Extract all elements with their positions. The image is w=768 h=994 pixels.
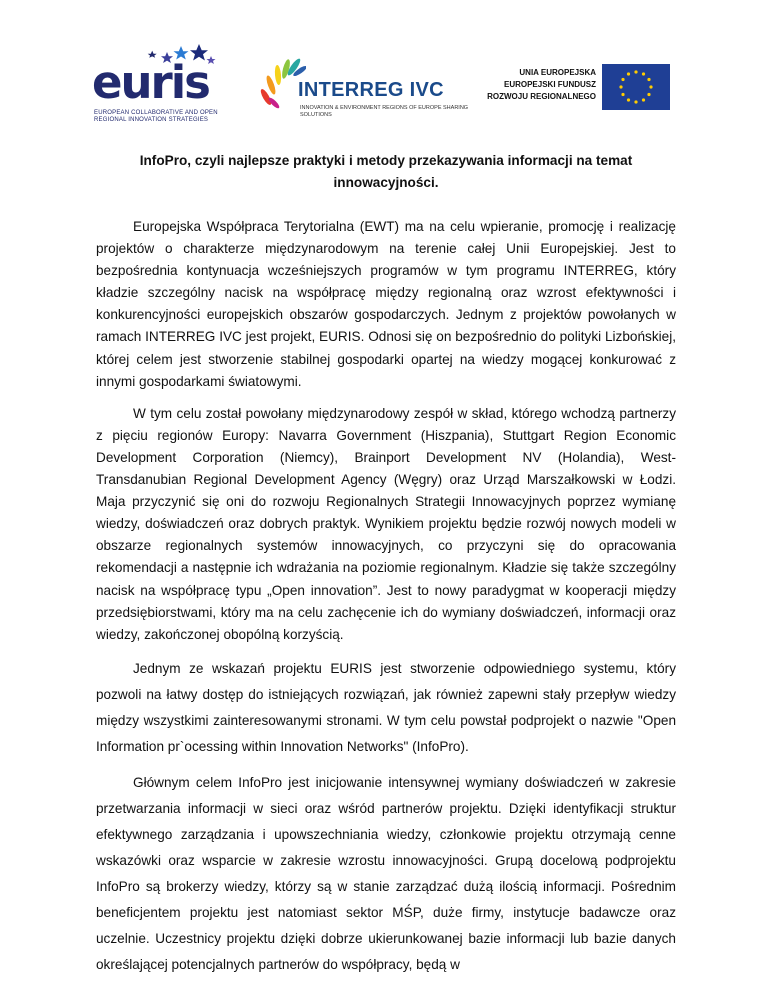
eu-flag-star <box>642 98 645 101</box>
eu-flag-star <box>621 93 624 96</box>
eu-flag-star <box>642 72 645 75</box>
interreg-subtitle: INNOVATION & ENVIRONMENT REGIONS OF EUROPE SHARING SOLUTIONS <box>300 105 469 118</box>
eu-flag-star <box>647 78 650 81</box>
logo-header <box>0 38 768 133</box>
paragraph-4: Głównym celem InfoPro jest inicjowanie intensywnej wymiany doświadczeń w zakresie przetwarzania informacji w sieci oraz wśród partnerów projektu. Dzięki identyfikacji struktur efektywnego zarządzania i upowszechniania wiedzy, członkowie projektu otrzymają cenne wskazówki oraz wsparcie w zakresie wzrostu innowacyjności. Grupą docelową podprojektu InfoPro są brokerzy wiedzy, którzy są w stanie zarządzać dużą ilością informacji. Pośrednim beneficjentem projektu jest natomiast sektor MŚP, duże firmy, instytucje badawcze oraz uczelnie. Uczestnicy projektu dzięki dobrze ukierunkowanej bazie informacji lub bazie danych określającej potencjalnych partnerów do współpracy, będą w <box>96 774 676 972</box>
eu-flag-star <box>627 72 630 75</box>
euris-logo <box>92 44 227 129</box>
eu-flag-icon <box>602 64 670 110</box>
paragraph-1: Europejska Współpraca Terytorialna (EWT) ma na celu wpieranie, promocję i realizację projektów o charakterze międzynarodowym na terenie całej Unii Europejskiej. Jest to bezpośrednia kontynuacja wcześniejszych programów w tym programu INTERREG, który kładzie szczególny nacisk na współpracę między regionalną oraz wzrost efektywności i konkurencyjności europejskich obszarów gospodarczych. Jednym z projektów powołanych w ramach INTERREG IVC jest projekt, EURIS. Odnosi się on bezpośrednio do polityki Lizbońskiej, której celem jest stworzenie stabilnej gospodarki opartej na wiedzy mogącej konkurować z innymi gospodarkami światowymi. <box>96 219 676 389</box>
paragraph-3: Jednym ze wskazań projektu EURIS jest stworzenie odpowiedniego systemu, który pozwoli na łatwy dostęp do istniejących rozwiązań, jak również zapewni stały przepływ wiedzy między wszystkimi zainteresowanymi stronami. W tym celu powstał podprojekt o nazwie "Open Information pr`ocessing within Innovation Networks" (InfoPro). <box>96 660 676 754</box>
document-title: InfoPro, czyli najlepsze praktyki i metody przekazywania informacji na temat innowacyjności. <box>139 153 633 190</box>
euris-wordmark: euris <box>92 56 209 109</box>
eu-fund-text <box>487 67 596 103</box>
eu-flag-star <box>649 85 652 88</box>
paragraph-2: W tym celu został powołany międzynarodowy zespół w skład, którego wchodzą partnerzy z pięciu regionów Europy: Navarra Government (Hiszpania), Stuttgart Region Economic Development Corporation (Niemcy), Brainport Development NV (Holandia), West-Transdanubian Regional Development Agency (Węgry) oraz Urząd Marszałkowski w Łodzi. Maja przyczynić się oni do rozwoju Regionalnych Strategii Innowacyjnych poprzez wymianę wiedzy, doświadczeń oraz dobrych praktyk. Wynikiem projektu będzie rozwój nowych modeli w obszarze regionalnych systemów innowacyjnych, co przyczyni się do opracowania rekomendacji a następnie ich wdrażania na poziomie regionalnym. Kładzie się także szczególny nacisk na współpracę typu „Open innovation”. Jest to nowy paradygmat w kooperacji między przedsiębiorstwami, który ma na celu zachęcenie ich do wymiany doświadczeń, informacji oraz wiedzy, zakończonej obopólną korzyścią. <box>96 405 676 642</box>
eu-fund-line-1: UNIA EUROPEJSKA <box>519 68 596 77</box>
eu-flag-star <box>634 70 637 73</box>
document-body <box>96 150 676 988</box>
euris-subtitle: EUROPEAN COLLABORATIVE AND OPEN REGIONAL INNOVATION STRATEGIES <box>94 110 218 123</box>
eu-flag-star <box>621 78 624 81</box>
eu-flag-star <box>647 93 650 96</box>
eu-flag-star <box>619 85 622 88</box>
eu-fund-line-2: EUROPEJSKI FUNDUSZ <box>503 80 596 89</box>
eu-flag-star <box>634 100 637 103</box>
eu-flag-star <box>627 98 630 101</box>
interreg-title: INTERREG IVC <box>298 79 444 101</box>
eu-fund-line-3: ROZWOJU REGIONALNEGO <box>487 92 596 101</box>
eu-fund-logo <box>487 64 680 114</box>
interreg-logo <box>258 53 468 123</box>
